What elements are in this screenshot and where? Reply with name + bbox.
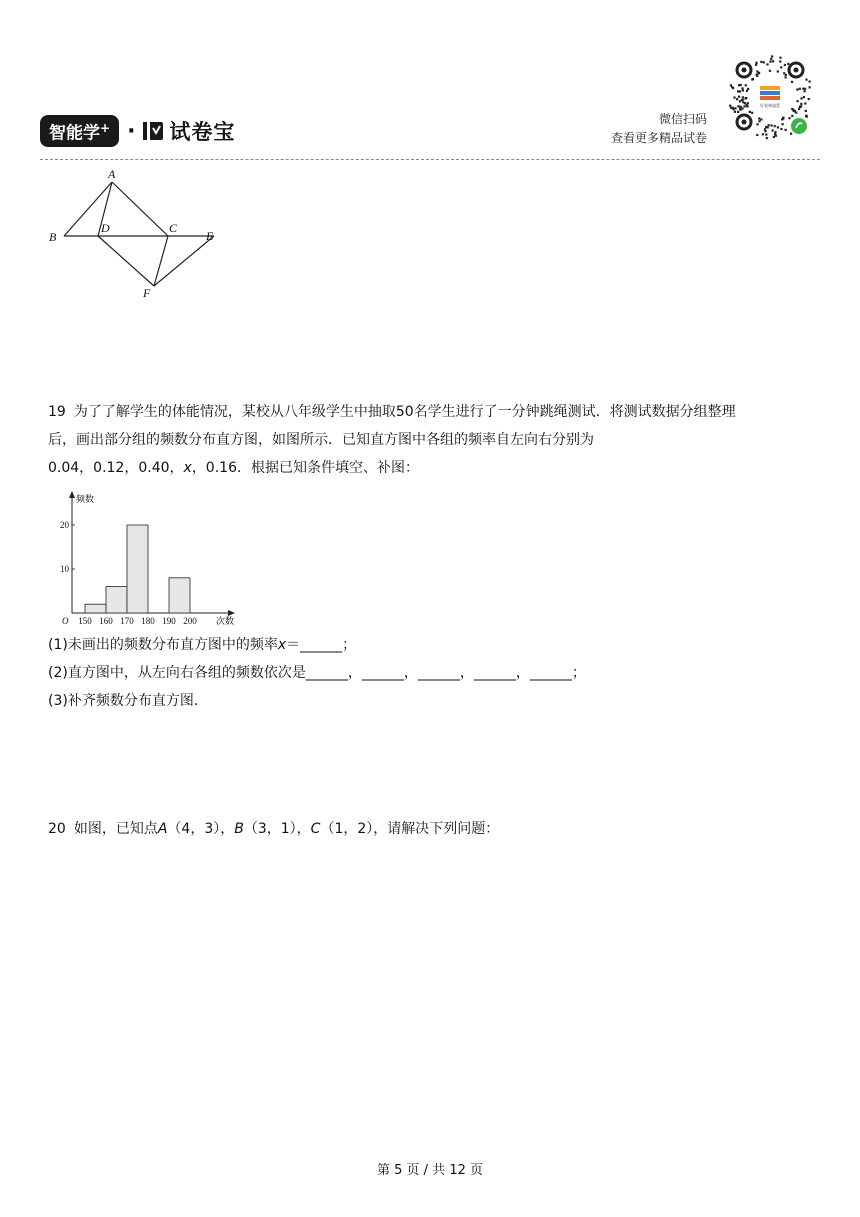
histogram-bar bbox=[169, 578, 190, 613]
qr-module bbox=[777, 70, 779, 72]
q19-number: 19 bbox=[48, 404, 66, 420]
qr-module bbox=[738, 84, 740, 86]
qr-module bbox=[804, 88, 806, 90]
qr-module bbox=[782, 123, 784, 125]
qr-module bbox=[746, 90, 748, 92]
qr-module bbox=[779, 57, 781, 59]
qr-caption-line1: 微信扫码 bbox=[658, 112, 707, 126]
qr-module bbox=[766, 137, 768, 139]
qr-module bbox=[771, 55, 773, 57]
qr-module bbox=[777, 126, 779, 128]
qr-module bbox=[805, 79, 807, 81]
q19-sub1-text: (1)未画出的频数分布直方图中的频率 bbox=[48, 637, 278, 653]
qr-module bbox=[797, 100, 799, 102]
qr-module bbox=[769, 70, 771, 72]
qr-module bbox=[737, 105, 739, 107]
qr-module bbox=[787, 63, 789, 65]
frequency-histogram bbox=[50, 488, 245, 628]
qr-module bbox=[782, 117, 784, 119]
x-tick-label: 170 bbox=[120, 616, 134, 626]
qr-module bbox=[772, 129, 774, 131]
qr-module bbox=[774, 133, 776, 135]
qr-module bbox=[809, 86, 811, 88]
qr-module bbox=[741, 99, 743, 101]
qr-module bbox=[729, 105, 731, 107]
x-tick-label: 160 bbox=[99, 616, 113, 626]
q20-coord-a: （4，3）， bbox=[167, 821, 235, 837]
q19-line2: 后，画出部分组的频数分布直方图，如图所示．已知直方图中各组的频率自左向右分别为 bbox=[48, 432, 594, 448]
qr-module bbox=[742, 89, 744, 91]
qr-module bbox=[785, 129, 787, 131]
origin-label: O bbox=[62, 616, 69, 626]
label-b: B bbox=[49, 230, 57, 244]
qr-module bbox=[742, 96, 744, 98]
brand-name: 试卷宝 bbox=[169, 120, 236, 144]
qr-badge: 好卷神器帮 bbox=[760, 103, 780, 108]
qr-caption bbox=[611, 110, 707, 148]
q20-point-a: A bbox=[157, 821, 168, 837]
qr-module bbox=[809, 81, 811, 83]
page-number: 第 5 页 / 共 12 页 bbox=[377, 1163, 483, 1178]
qr-module bbox=[762, 133, 764, 135]
label-f: F bbox=[143, 286, 151, 300]
qr-module bbox=[758, 72, 760, 74]
qr-module bbox=[760, 61, 762, 63]
qr-module bbox=[780, 128, 782, 130]
qr-module bbox=[743, 105, 745, 107]
qr-module bbox=[764, 130, 766, 132]
qr-module bbox=[760, 118, 762, 120]
qr-module bbox=[799, 88, 801, 90]
qr-module bbox=[803, 96, 805, 98]
qr-module bbox=[744, 97, 746, 99]
q20-point-b: B bbox=[234, 821, 244, 837]
q19-sub3: (3)补齐频数分布直方图． bbox=[48, 693, 208, 709]
q19-sub1 bbox=[48, 631, 818, 659]
qr-module bbox=[741, 87, 743, 89]
qr-module bbox=[751, 78, 753, 80]
q19-sub1-var: x bbox=[277, 637, 287, 653]
qr-module bbox=[773, 136, 775, 138]
qr-module bbox=[790, 133, 792, 135]
qr-module bbox=[795, 112, 797, 114]
qr-module bbox=[763, 61, 765, 63]
qr-module bbox=[780, 66, 782, 68]
segment-df bbox=[98, 236, 154, 286]
histogram-bar bbox=[85, 604, 106, 613]
qr-module bbox=[770, 58, 772, 60]
qr-module bbox=[756, 74, 758, 76]
qr-module bbox=[758, 117, 760, 119]
qr-module bbox=[788, 117, 790, 119]
qr-module bbox=[784, 64, 786, 66]
qr-module bbox=[765, 134, 767, 136]
qr-module bbox=[799, 106, 801, 108]
header-divider bbox=[40, 159, 820, 160]
question-19-subparts bbox=[48, 631, 818, 715]
qr-module bbox=[756, 134, 758, 136]
qr-module bbox=[733, 97, 735, 99]
qr-module bbox=[734, 111, 736, 113]
qr-module bbox=[741, 107, 743, 109]
qr-module bbox=[785, 76, 787, 78]
y-axis-label: 频数 bbox=[76, 494, 95, 504]
y-tick-label: 10 bbox=[60, 564, 69, 574]
segment-ef bbox=[154, 236, 214, 286]
y-axis-arrow bbox=[69, 491, 75, 498]
qr-module bbox=[800, 97, 802, 99]
qr-caption-line2: 查看更多精品试卷 bbox=[610, 131, 707, 145]
qr-module bbox=[791, 115, 793, 117]
qr-module bbox=[800, 103, 802, 105]
qr-module bbox=[744, 102, 746, 104]
brand-dot: · bbox=[127, 118, 136, 144]
qr-module bbox=[747, 102, 749, 104]
brand-logo bbox=[40, 116, 235, 146]
qr-module bbox=[793, 110, 795, 112]
qr-module bbox=[755, 62, 757, 64]
y-tick-label: 20 bbox=[60, 520, 69, 530]
qr-module bbox=[758, 120, 760, 122]
qr-module bbox=[772, 60, 774, 62]
qr-module bbox=[804, 102, 806, 104]
geometry-figure bbox=[44, 166, 224, 301]
qr-module bbox=[774, 131, 776, 133]
qr-module bbox=[746, 105, 748, 107]
qr-module bbox=[747, 88, 749, 90]
qr-module bbox=[798, 108, 800, 110]
label-e: E bbox=[206, 229, 214, 243]
q19-frequencies-tail: ，0.16．根据已知条件填空、补图： bbox=[191, 460, 419, 476]
qr-module bbox=[740, 109, 742, 111]
q19-sub1-blank: ＝______； bbox=[286, 637, 357, 653]
qr-module bbox=[805, 110, 807, 112]
q19-text-line1: 为了了解学生的体能情况，某校从八年级学生中抽取50名学生进行了一分钟跳绳测试．将测试数据分组整理 bbox=[73, 404, 736, 420]
x-tick-label: 190 bbox=[162, 616, 176, 626]
qr-module bbox=[765, 126, 767, 128]
histogram-bar bbox=[127, 525, 148, 613]
segment-ac bbox=[112, 182, 168, 236]
qr-module bbox=[756, 123, 758, 125]
qr-module bbox=[730, 84, 732, 86]
qr-module bbox=[732, 108, 734, 110]
q19-line3 bbox=[48, 454, 818, 482]
qr-module bbox=[766, 63, 768, 65]
qr-module bbox=[736, 98, 738, 100]
histogram-bar bbox=[106, 587, 127, 613]
q19-sub2: (2)直方图中，从左向右各组的频数依次是______，______，______，______，______； bbox=[48, 665, 586, 681]
q20-coord-c: （1，2），请解决下列问题： bbox=[320, 821, 500, 837]
qr-module bbox=[774, 125, 776, 127]
qr-module bbox=[737, 90, 739, 92]
brand-pill: 智能学+ bbox=[40, 115, 119, 148]
qr-code-icon[interactable] bbox=[724, 50, 816, 142]
qr-module bbox=[738, 96, 740, 98]
label-d: D bbox=[101, 221, 110, 235]
qr-module bbox=[755, 64, 757, 66]
q20-text: 如图，已知点 bbox=[73, 821, 158, 837]
q19-var-x: x bbox=[183, 460, 192, 476]
x-axis-label: 次数 bbox=[216, 616, 235, 626]
segment-cf bbox=[154, 236, 168, 286]
q20-point-c: C bbox=[310, 821, 321, 837]
qr-module bbox=[734, 107, 736, 109]
shijuanbao-icon bbox=[143, 120, 163, 142]
qr-module bbox=[737, 111, 739, 113]
qr-module bbox=[764, 128, 766, 130]
qr-module bbox=[805, 115, 807, 117]
q19-frequencies: 0.04，0.12，0.40， bbox=[48, 460, 184, 476]
q19-line1 bbox=[48, 398, 818, 426]
qr-module bbox=[739, 90, 741, 92]
qr-module bbox=[745, 84, 747, 86]
qr-module bbox=[770, 124, 772, 126]
qr-module bbox=[783, 72, 785, 74]
qr-module bbox=[730, 107, 732, 109]
x-tick-label: 180 bbox=[141, 616, 155, 626]
qr-module bbox=[796, 89, 798, 91]
qr-module bbox=[769, 61, 771, 63]
label-a: A bbox=[108, 167, 116, 181]
qr-module bbox=[804, 90, 806, 92]
qr-module bbox=[751, 112, 753, 114]
x-tick-label: 150 bbox=[78, 616, 92, 626]
qr-module bbox=[808, 98, 810, 100]
qr-module bbox=[749, 111, 751, 113]
question-19 bbox=[48, 398, 818, 482]
x-tick-label: 200 bbox=[183, 616, 197, 626]
label-c: C bbox=[169, 221, 178, 235]
question-20 bbox=[48, 815, 818, 843]
qr-module bbox=[791, 81, 793, 83]
q20-number: 20 bbox=[48, 821, 66, 837]
qr-module bbox=[768, 124, 770, 126]
q20-coord-b: （3，1）， bbox=[243, 821, 311, 837]
qr-module bbox=[779, 60, 781, 62]
